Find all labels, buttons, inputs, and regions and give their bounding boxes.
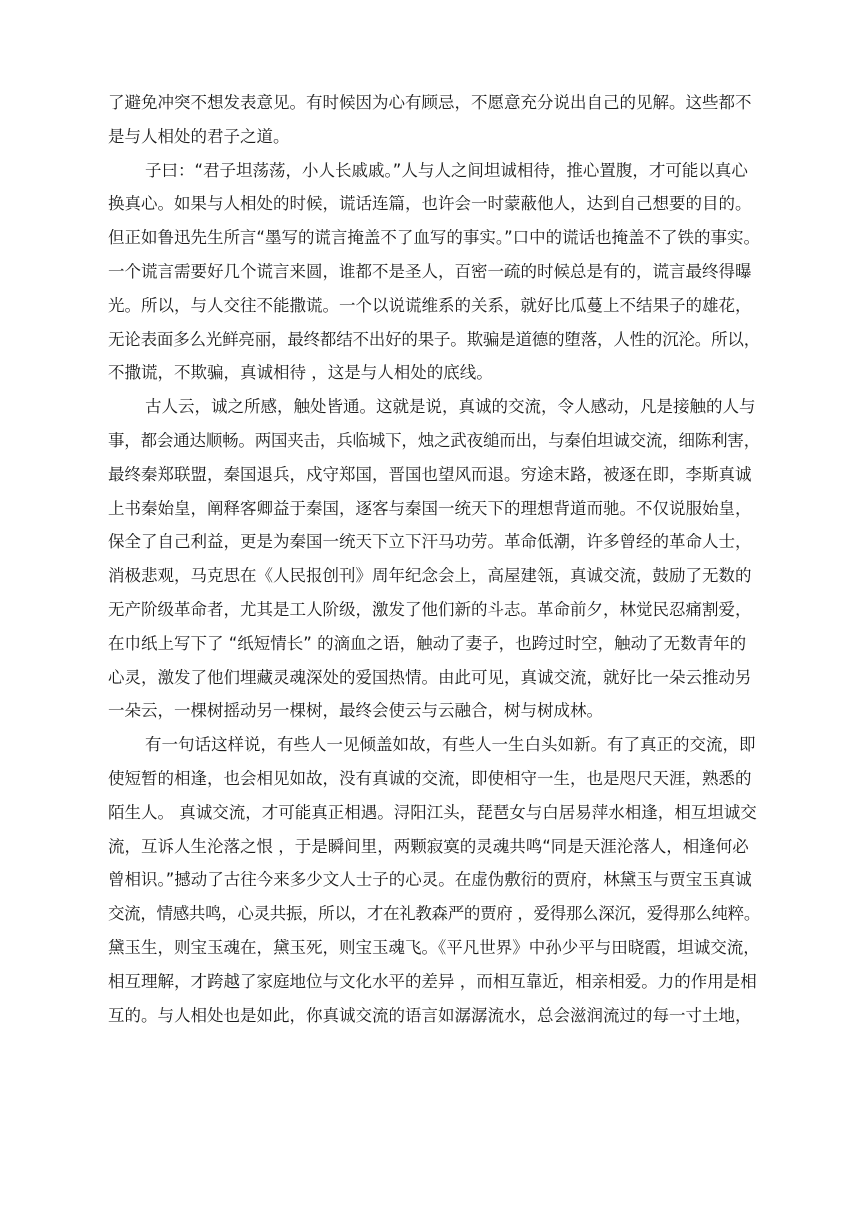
text-line: 消极悲观，马克思在《人民报创刊》周年纪念会上，高屋建瓴，真诚交流，鼓励了无数的	[108, 566, 752, 586]
text-line: 无产阶级革命者，尤其是工人阶级，激发了他们新的斗志。革命前夕，林觉民忍痛割爱，	[108, 599, 752, 619]
text-line: 不撒谎，不欺骗，真诚相待 ，这是与人相处的底线。	[108, 363, 493, 383]
text-line: 保全了自己利益，更是为秦国一统天下立下汗马功劳。革命低潮，许多曾经的革命人士，	[108, 532, 752, 552]
text-line: 黛玉生，则宝玉魂在，黛玉死，则宝玉魂飞。《平凡世界》中孙少平与田晓霞，坦诚交流，	[108, 937, 760, 957]
text-line: 一朵云，一棵树摇动另一棵树，最终会使云与云融合，树与树成林。	[108, 701, 603, 721]
text-line: 最终秦郑联盟，秦国退兵，戍守郑国，晋国也望风而退。穷途末路，被逐在即，李斯真诚	[108, 464, 752, 484]
text-line: 一个谎言需要好几个谎言来圆，谁都不是圣人，百密一疏的时候总是有的，谎言最终得曝	[108, 261, 752, 281]
text-line: 陌生人。 真诚交流，才可能真正相遇。浔阳江头，琵琶女与白居易萍水相逢，相互坦诚交	[108, 802, 757, 822]
text-line: 光。所以，与人交往不能撒谎。一个以说谎维系的关系，就好比瓜蔓上不结果子的雄花，	[108, 295, 752, 315]
paragraph-first-line: 古人云，诚之所感，触处皆通。这就是说，真诚的交流，令人感动，凡是接触的人与	[145, 397, 756, 417]
text-line: 流，互诉人生沦落之恨 ，于是瞬间里，两颗寂寞的灵魂共鸣“同是天涯沦落人，相逢何必	[108, 836, 749, 856]
essay-body	[108, 86, 760, 1032]
text-line: 无论表面多么光鲜亮丽，最终都结不出好的果子。欺骗是道德的堕落，人性的沉沦。所以，	[108, 329, 761, 349]
text-line: 使短暂的相逢，也会相见如故，没有真诚的交流，即使相守一生，也是咫尺天涯，熟悉的	[108, 768, 752, 788]
paragraph-first-line: 子曰：“君子坦荡荡，小人长戚戚。”人与人之间坦诚相待，推心置腹，才可能以真心	[145, 160, 748, 180]
text-line: 交流，情感共鸣，心灵共振，所以，才在礼教森严的贾府 ，爱得那么深沉，爱得那么纯粹。	[108, 904, 760, 924]
paragraph-first-line: 有一句话这样说，有些人一见倾盖如故，有些人一生白头如新。有了真正的交流，即	[145, 735, 756, 755]
text-line: 是与人相处的君子之道。	[108, 126, 290, 146]
text-line: 了避免冲突不想发表意见。有时候因为心有顾忌，不愿意充分说出自己的见解。这些都不	[108, 93, 752, 112]
text-line: 换真心。如果与人相处的时候，谎话连篇，也许会一时蒙蔽他人，达到自己想要的目的。	[108, 194, 752, 214]
text-line: 在巾纸上写下了 “纸短情长” 的滴血之语，触动了妻子，也跨过时空，触动了无数青年的	[108, 633, 747, 653]
text-line: 曾相识。”撼动了古往今来多少文人士子的心灵。在虚伪敷衍的贾府，林黛玉与贾宝玉真诚	[108, 870, 752, 890]
text-line: 上书秦始皇，阐释客卿益于秦国，逐客与秦国一统天下的理想背道而驰。不仅说服始皇，	[108, 498, 752, 518]
text-line: 心灵，激发了他们埋藏灵魂深处的爱国热情。由此可见，真诚交流，就好比一朵云推动另	[108, 667, 752, 687]
text-line: 互的。与人相处也是如此，你真诚交流的语言如潺潺流水，总会滋润流过的每一寸土地，	[108, 1005, 752, 1025]
text-line: 事，都会通达顺畅。两国夹击，兵临城下，烛之武夜缒而出，与秦伯坦诚交流，细陈利害，	[108, 430, 761, 450]
text-line: 但正如鲁迅先生所言“墨写的谎言掩盖不了血写的事实。”口中的谎话也掩盖不了铁的事实。	[108, 228, 760, 248]
text-line: 相互理解，才跨越了家庭地位与文化水平的差异 ，而相互靠近，相亲相爱。力的作用是相	[108, 971, 757, 991]
